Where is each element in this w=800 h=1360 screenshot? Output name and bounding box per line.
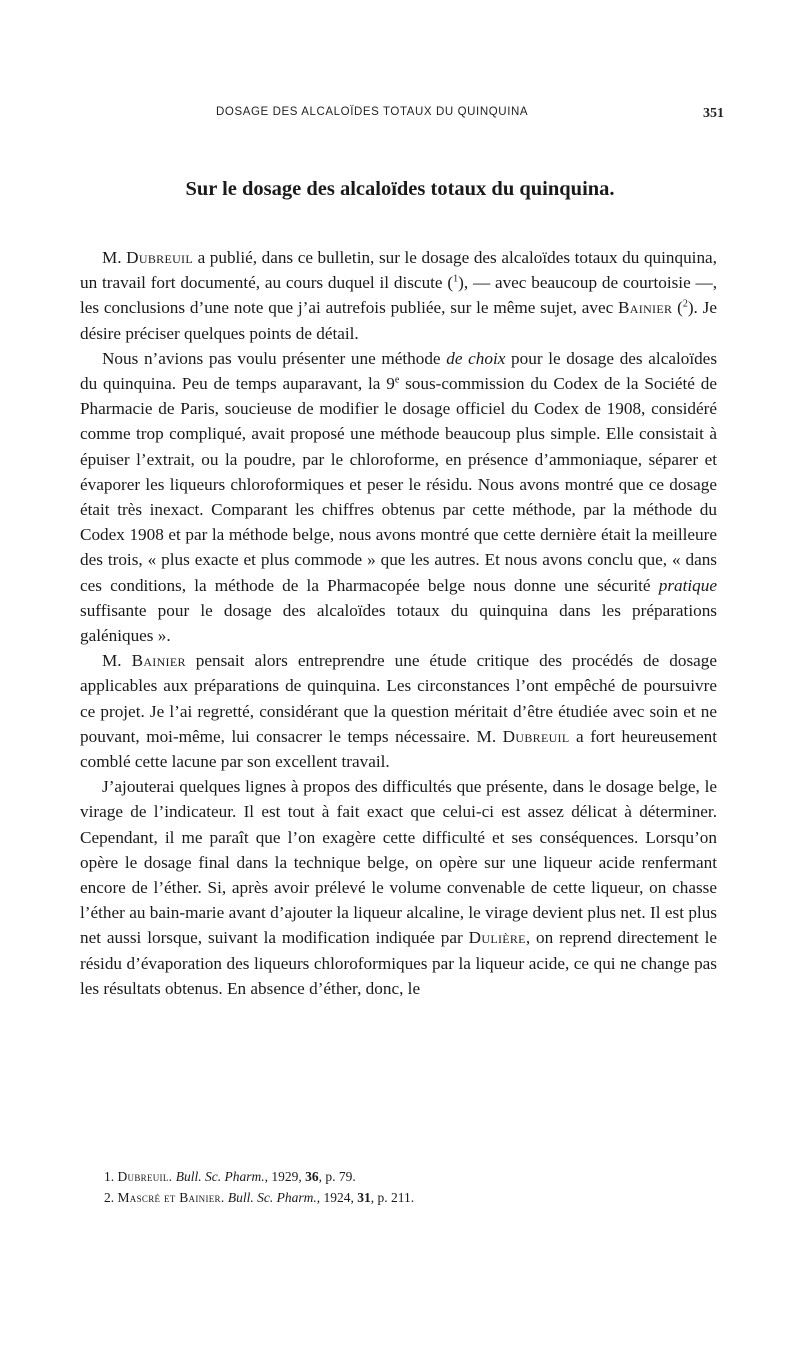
paragraph-1: M. Dubreuil a publié, dans ce bulletin, sur le dosage des alcaloïdes totaux du quinquina, un travail fort documenté, au cours duquel il discute ($^1$), — avec beaucoup de courtoisie —, les conclusions d’une note que j’ai autrefois publiée, sur le même sujet, avec Bainier ($^2$). Je désire préciser quelques points de détail. — [80, 248, 718, 343]
paragraph-3: M. Bainier pensait alors entreprendre une étude critique des procédés de dosage applicables aux préparations de quinquina. Les circonstances l’ont empêché de poursuivre ce projet. Je l’ai regretté, considérant que la question méritait d’être étudiée avec soin et ne pouvant, moi-même, lui consacrer le temps nécessaire. M. Dubreuil a fort heureusement comblé cette lacune par son excellent travail. — [80, 651, 717, 772]
footnote-ref: 1 — [453, 273, 459, 285]
footnote-2: 2. Mascré et Bainier. Bull. Sc. Pharm., 1924, 31, p. 211. — [104, 1190, 415, 1205]
footnote-1: 1. Dubreuil. Bull. Sc. Pharm., 1929, 36, p. 79. — [104, 1169, 356, 1184]
emphasis: pratique — [658, 575, 717, 595]
footnote-ref: 2 — [682, 298, 688, 310]
author-name: Bainier — [618, 298, 673, 318]
paragraph-4: J’ajouterai quelques lignes à propos des difficultés que présente, dans le dosage belge, le virage de l’indicateur. Il est tout à fait exact que celui-ci est assez délicat à déterminer. Cependant, il me paraît que l’on exagère cette difficulté et ses conséquences. Lorsqu’on opère le dosage final dans la technique belge, on opère sur une liqueur acide renfermant encore de l’éther. Si, après avoir prélevé le volume convenable de cette liqueur, on chasse l’éther au bain-marie avant d’ajouter la liqueur alcaline, le virage devient plus net. Il est plus net aussi lorsque, suivant la modification indiquée par Dulière, on reprend directement le résidu d’évaporation des liqueurs chloroformiques par la liqueur acide, ce qui ne change pas les résultats obtenus. En absence d’éther, donc, le — [80, 777, 717, 998]
ordinal-suffix: e — [394, 374, 400, 386]
paragraph-2: Nous n’avions pas voulu présenter une méthode de choix pour le dosage des alcaloïdes du quinquina. Peu de temps auparavant, la 9e sous-commission du Codex de la Société de Pharmacie de Paris, soucieuse de modifier le dosage officiel du Codex de 1908, considéré comme trop compliqué, avait proposé une méthode beaucoup plus simple. Elle consistait à épuiser l’extrait, ou la poudre, par le chloroforme, en présence d’ammoniaque, séparer et évaporer les liqueurs chloroformiques et peser le résidu. Nous avons montré que ce dosage était très inexact. Comparant les chiffres obtenus par cette méthode, par la méthode du Codex 1908 et par la méthode belge, nous avons montré que cette dernière était la meilleure des trois, « plus exacte et plus commode » que les autres. Et nous avons conclu que, « dans ces conditions, la méthode de la Pharmacopée belge nous donne une sécurité pratique suffisante pour le dosage des alcaloïdes totaux du quinquina dans les préparations galéniques ». — [80, 348, 718, 646]
emphasis: de choix — [446, 348, 506, 368]
page-number: 351 — [703, 106, 724, 121]
article-title: Sur le dosage des alcaloïdes totaux du quinquina. — [185, 178, 615, 200]
author-name: Bainier — [131, 651, 186, 671]
running-title: DOSAGE DES ALCALOÏDES TOTAUX DU QUINQUINA — [216, 106, 529, 118]
author-name: Dubreuil — [502, 726, 570, 746]
article-body — [80, 245, 717, 1001]
footnotes — [104, 1166, 704, 1208]
author-name: Dulière — [468, 928, 526, 948]
author-name: Dubreuil — [126, 248, 193, 267]
